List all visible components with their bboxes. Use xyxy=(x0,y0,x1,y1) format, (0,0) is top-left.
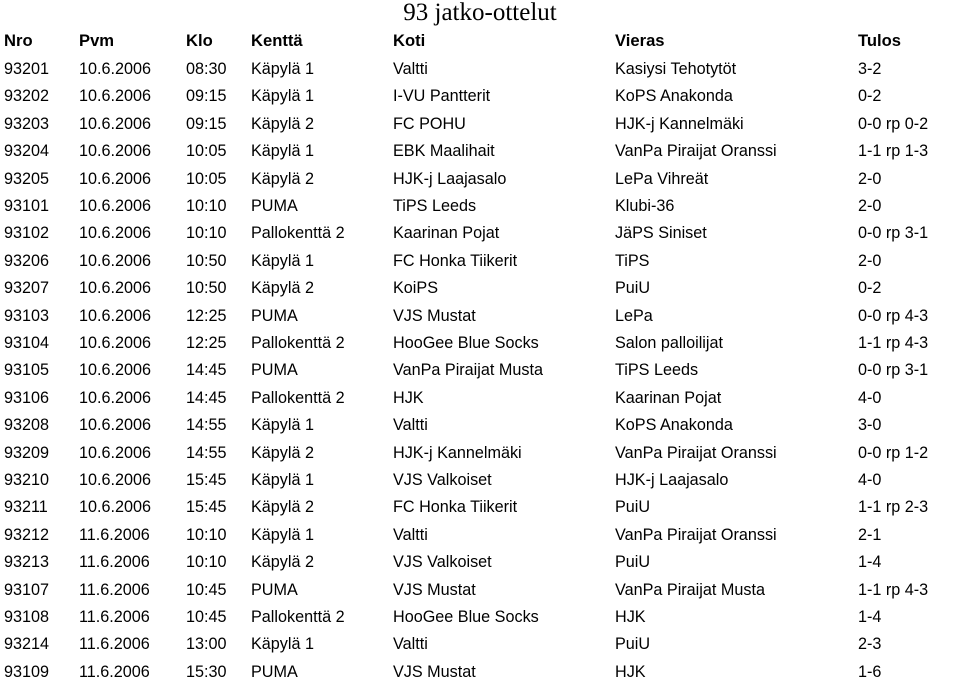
cell-klo: 09:15 xyxy=(186,114,227,133)
cell-kentta: Käpylä 1 xyxy=(251,60,314,78)
cell-vieras: LePa Vihreät xyxy=(615,169,709,188)
cell-pvm: 10.6.2006 xyxy=(79,443,152,462)
cell-vieras: VanPa Piraijat Musta xyxy=(615,580,765,599)
cell-tulos: 1-1 rp 4-3 xyxy=(858,334,929,352)
cell-tulos: 3-0 xyxy=(858,416,882,435)
table-row xyxy=(0,276,960,300)
cell-tulos: 1-1 rp 4-3 xyxy=(858,580,929,599)
table-row xyxy=(0,304,960,328)
table-row xyxy=(0,331,960,355)
cell-koti: HJK xyxy=(393,388,424,407)
table-row xyxy=(0,468,960,492)
cell-tulos: 0-0 rp 0-2 xyxy=(858,114,929,133)
table-row xyxy=(0,167,960,191)
cell-pvm: 11.6.2006 xyxy=(79,662,150,681)
table-row xyxy=(0,578,960,602)
cell-koti: Kaarinan Pojat xyxy=(393,224,500,243)
cell-klo: 15:45 xyxy=(186,471,227,489)
cell-kentta: Pallokenttä 2 xyxy=(251,334,345,352)
cell-vieras: Klubi-36 xyxy=(615,197,675,215)
cell-vieras: PuiU xyxy=(615,498,651,517)
column-header-tulos: Tulos xyxy=(858,31,902,50)
cell-koti: VJS Valkoiset xyxy=(393,471,492,489)
cell-kentta: Käpylä 1 xyxy=(251,525,314,544)
cell-klo: 10:45 xyxy=(186,580,227,599)
cell-nro: 93201 xyxy=(4,60,50,78)
cell-pvm: 10.6.2006 xyxy=(79,416,152,435)
cell-koti: Valtti xyxy=(393,525,428,544)
cell-vieras: HJK xyxy=(615,608,646,626)
cell-nro: 93213 xyxy=(4,553,50,572)
column-header-vieras: Vieras xyxy=(615,31,665,50)
cell-pvm: 10.6.2006 xyxy=(79,224,152,243)
column-header-nro: Nro xyxy=(4,31,33,50)
cell-nro: 93106 xyxy=(4,388,50,407)
cell-klo: 12:25 xyxy=(186,334,227,352)
cell-nro: 93102 xyxy=(4,224,50,243)
cell-tulos: 0-0 rp 1-2 xyxy=(858,443,929,462)
cell-pvm: 11.6.2006 xyxy=(79,608,150,626)
column-header-koti: Koti xyxy=(393,31,426,50)
cell-vieras: PuiU xyxy=(615,635,651,654)
cell-kentta: Käpylä 2 xyxy=(251,498,314,517)
cell-kentta: Käpylä 2 xyxy=(251,443,314,462)
cell-vieras: PuiU xyxy=(615,553,651,572)
cell-vieras: Kaarinan Pojat xyxy=(615,388,722,407)
cell-koti: VJS Mustat xyxy=(393,306,476,325)
cell-tulos: 1-4 xyxy=(858,608,882,626)
cell-tulos: 2-0 xyxy=(858,169,882,188)
cell-koti: Valtti xyxy=(393,635,428,654)
cell-klo: 10:10 xyxy=(186,224,227,243)
cell-kentta: Käpylä 2 xyxy=(251,169,314,188)
cell-vieras: Salon palloilijat xyxy=(615,334,723,352)
cell-kentta: PUMA xyxy=(251,580,298,599)
cell-klo: 10:05 xyxy=(186,169,227,188)
table-row xyxy=(0,194,960,218)
cell-vieras: LePa xyxy=(615,306,653,325)
cell-nro: 93108 xyxy=(4,608,50,626)
cell-tulos: 0-2 xyxy=(858,279,882,298)
cell-pvm: 11.6.2006 xyxy=(79,525,150,544)
cell-pvm: 10.6.2006 xyxy=(79,498,152,517)
cell-tulos: 2-0 xyxy=(858,197,882,215)
cell-klo: 10:10 xyxy=(186,525,227,544)
cell-vieras: KoPS Anakonda xyxy=(615,87,733,106)
cell-koti: HJK-j Laajasalo xyxy=(393,169,507,188)
cell-klo: 10:45 xyxy=(186,608,227,626)
cell-pvm: 10.6.2006 xyxy=(79,197,152,215)
column-header-pvm: Pvm xyxy=(79,31,115,50)
cell-koti: VJS Valkoiset xyxy=(393,553,492,572)
cell-pvm: 11.6.2006 xyxy=(79,553,150,572)
cell-nro: 93205 xyxy=(4,169,50,188)
cell-nro: 93208 xyxy=(4,416,50,435)
cell-nro: 93206 xyxy=(4,251,50,270)
cell-nro: 93207 xyxy=(4,279,50,298)
table-row xyxy=(0,413,960,437)
cell-klo: 10:05 xyxy=(186,142,227,161)
cell-kentta: Käpylä 1 xyxy=(251,416,314,435)
cell-klo: 15:45 xyxy=(186,498,227,517)
cell-koti: HooGee Blue Socks xyxy=(393,334,539,352)
table-row xyxy=(0,249,960,273)
cell-tulos: 4-0 xyxy=(858,471,882,489)
cell-kentta: Käpylä 2 xyxy=(251,279,314,298)
cell-kentta: Pallokenttä 2 xyxy=(251,224,345,243)
cell-kentta: Pallokenttä 2 xyxy=(251,608,345,626)
cell-nro: 93109 xyxy=(4,662,50,681)
cell-koti: I-VU Pantterit xyxy=(393,87,491,106)
cell-koti: VJS Mustat xyxy=(393,580,476,599)
cell-kentta: Käpylä 1 xyxy=(251,471,314,489)
table-row xyxy=(0,441,960,465)
cell-klo: 14:55 xyxy=(186,443,227,462)
cell-klo: 14:45 xyxy=(186,388,227,407)
cell-klo: 09:15 xyxy=(186,87,227,106)
cell-pvm: 10.6.2006 xyxy=(79,279,152,298)
cell-koti: FC Honka Tiikerit xyxy=(393,498,518,517)
cell-vieras: VanPa Piraijat Oranssi xyxy=(615,525,777,544)
cell-kentta: PUMA xyxy=(251,306,298,325)
cell-klo: 10:50 xyxy=(186,251,227,270)
cell-tulos: 3-2 xyxy=(858,60,882,78)
cell-pvm: 10.6.2006 xyxy=(79,251,152,270)
cell-vieras: HJK xyxy=(615,662,646,681)
cell-tulos: 0-2 xyxy=(858,87,882,106)
cell-kentta: Pallokenttä 2 xyxy=(251,388,345,407)
cell-kentta: Käpylä 2 xyxy=(251,553,314,572)
cell-klo: 14:45 xyxy=(186,361,227,380)
cell-vieras: PuiU xyxy=(615,279,651,298)
cell-vieras: JäPS Siniset xyxy=(615,224,707,243)
cell-nro: 93107 xyxy=(4,580,50,599)
cell-tulos: 0-0 rp 4-3 xyxy=(858,306,929,325)
cell-pvm: 11.6.2006 xyxy=(79,635,150,654)
cell-pvm: 10.6.2006 xyxy=(79,388,152,407)
cell-koti: EBK Maalihait xyxy=(393,142,495,161)
cell-nro: 93212 xyxy=(4,525,50,544)
cell-tulos: 2-1 xyxy=(858,525,882,544)
cell-tulos: 4-0 xyxy=(858,388,882,407)
cell-kentta: Käpylä 1 xyxy=(251,251,314,270)
cell-klo: 10:10 xyxy=(186,197,227,215)
cell-nro: 93210 xyxy=(4,471,50,489)
cell-vieras: TiPS Leeds xyxy=(615,361,699,380)
cell-klo: 10:50 xyxy=(186,279,227,298)
table-header xyxy=(0,29,960,53)
cell-pvm: 10.6.2006 xyxy=(79,306,152,325)
table-row xyxy=(0,495,960,519)
table-row xyxy=(0,358,960,382)
cell-tulos: 0-0 rp 3-1 xyxy=(858,361,929,380)
cell-vieras: HJK-j Kannelmäki xyxy=(615,114,744,133)
table-row xyxy=(0,523,960,547)
cell-pvm: 10.6.2006 xyxy=(79,60,152,78)
column-header-klo: Klo xyxy=(186,31,213,50)
cell-nro: 93202 xyxy=(4,87,50,106)
column-header-kentta: Kenttä xyxy=(251,31,303,50)
cell-pvm: 11.6.2006 xyxy=(79,580,150,599)
cell-tulos: 2-0 xyxy=(858,251,882,270)
cell-koti: Valtti xyxy=(393,60,428,78)
cell-pvm: 10.6.2006 xyxy=(79,114,152,133)
table-row xyxy=(0,632,960,656)
cell-nro: 93103 xyxy=(4,306,50,325)
table-row xyxy=(0,139,960,163)
cell-tulos: 1-6 xyxy=(858,662,882,681)
table-row xyxy=(0,112,960,136)
cell-vieras: Kasiysi Tehotytöt xyxy=(615,60,737,78)
cell-klo: 10:10 xyxy=(186,553,227,572)
cell-nro: 93204 xyxy=(4,142,50,161)
cell-kentta: Käpylä 1 xyxy=(251,635,314,654)
cell-vieras: TiPS xyxy=(615,251,650,270)
cell-vieras: HJK-j Laajasalo xyxy=(615,471,729,489)
cell-klo: 13:00 xyxy=(186,635,227,654)
cell-nro: 93104 xyxy=(4,334,50,352)
cell-kentta: PUMA xyxy=(251,361,298,380)
cell-pvm: 10.6.2006 xyxy=(79,334,152,352)
cell-tulos: 1-4 xyxy=(858,553,882,572)
table-row xyxy=(0,386,960,410)
cell-kentta: Käpylä 1 xyxy=(251,87,314,106)
cell-tulos: 1-1 rp 2-3 xyxy=(858,498,929,517)
cell-klo: 14:55 xyxy=(186,416,227,435)
cell-kentta: Käpylä 1 xyxy=(251,142,314,161)
cell-kentta: PUMA xyxy=(251,662,298,681)
cell-koti: VanPa Piraijat Musta xyxy=(393,361,543,380)
table-row xyxy=(0,660,960,684)
cell-koti: HJK-j Kannelmäki xyxy=(393,443,522,462)
cell-tulos: 2-3 xyxy=(858,635,882,654)
table-row xyxy=(0,605,960,629)
cell-pvm: 10.6.2006 xyxy=(79,142,152,161)
page-title: 93 jatko-ottelut xyxy=(403,0,557,26)
cell-pvm: 10.6.2006 xyxy=(79,361,152,380)
cell-klo: 12:25 xyxy=(186,306,227,325)
cell-nro: 93105 xyxy=(4,361,50,380)
cell-nro: 93101 xyxy=(4,197,50,215)
cell-koti: KoiPS xyxy=(393,279,438,298)
cell-tulos: 0-0 rp 3-1 xyxy=(858,224,929,243)
cell-pvm: 10.6.2006 xyxy=(79,169,152,188)
cell-pvm: 10.6.2006 xyxy=(79,87,152,106)
cell-klo: 15:30 xyxy=(186,662,227,681)
cell-klo: 08:30 xyxy=(186,60,227,78)
table-row xyxy=(0,57,960,81)
cell-kentta: PUMA xyxy=(251,197,298,215)
cell-koti: Valtti xyxy=(393,416,428,435)
cell-koti: HooGee Blue Socks xyxy=(393,608,539,626)
cell-koti: TiPS Leeds xyxy=(393,197,477,215)
cell-kentta: Käpylä 2 xyxy=(251,114,314,133)
table-row xyxy=(0,221,960,245)
cell-koti: VJS Mustat xyxy=(393,662,476,681)
cell-tulos: 1-1 rp 1-3 xyxy=(858,142,929,161)
table-row xyxy=(0,84,960,108)
table-row xyxy=(0,550,960,574)
cell-vieras: KoPS Anakonda xyxy=(615,416,733,435)
cell-nro: 93214 xyxy=(4,635,50,654)
cell-vieras: VanPa Piraijat Oranssi xyxy=(615,142,777,161)
cell-koti: FC POHU xyxy=(393,114,466,133)
cell-vieras: VanPa Piraijat Oranssi xyxy=(615,443,777,462)
cell-koti: FC Honka Tiikerit xyxy=(393,251,518,270)
cell-nro: 93209 xyxy=(4,443,50,462)
cell-nro: 93203 xyxy=(4,114,50,133)
cell-pvm: 10.6.2006 xyxy=(79,471,152,489)
cell-nro: 93211 xyxy=(4,498,48,517)
